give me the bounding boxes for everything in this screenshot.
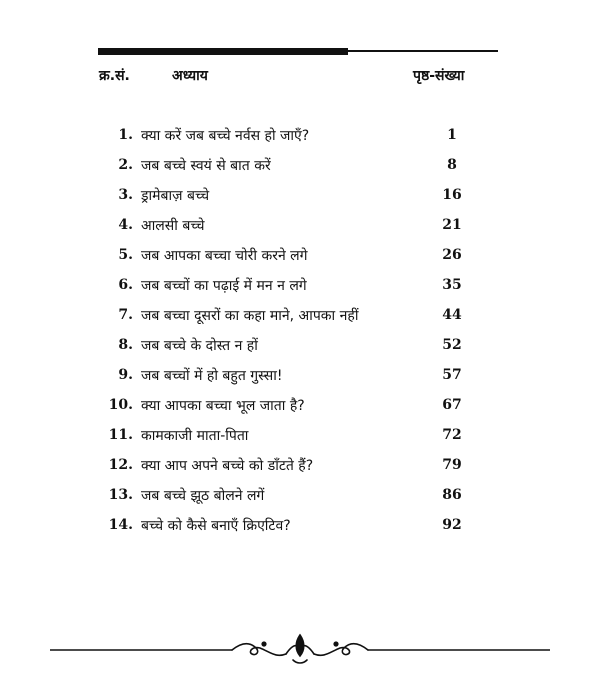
flourish-ornament-icon [50,630,550,670]
toc-row[interactable] [0,481,600,511]
chapter-header: अध्याय [172,68,208,84]
header-rule-thin [348,50,498,52]
chapter-title: जब बच्चा दूसरों का कहा माने, आपका नहीं [141,308,359,324]
toc-row[interactable] [0,361,600,391]
chapter-page: 79 [442,457,462,473]
chapter-page: 44 [442,307,462,323]
chapter-title: जब बच्चे स्वयं से बात करें [141,158,271,174]
chapter-title: बच्चे को कैसे बनाएँ क्रिएटिव? [141,518,291,534]
chapter-number: 7. [118,307,133,323]
toc-row[interactable] [0,211,600,241]
chapter-number: 1. [118,127,133,143]
toc-row[interactable] [0,301,600,331]
chapter-title: ड्रामेबाज़ बच्चे [141,188,210,204]
chapter-number: 13. [108,487,133,503]
chapter-title: क्या करें जब बच्चे नर्वस हो जाएँ? [141,128,310,144]
toc-row[interactable] [0,151,600,181]
chapter-title: आलसी बच्चे [141,218,205,234]
chapter-page: 35 [442,277,462,293]
chapter-number: 8. [118,337,133,353]
toc-row[interactable] [0,391,600,421]
serial-number-header: क्र.सं. [99,68,130,84]
chapter-page: 67 [442,397,462,413]
chapter-title: क्या आपका बच्चा भूल जाता है? [141,398,305,414]
toc-row[interactable] [0,241,600,271]
toc-row[interactable] [0,181,600,211]
chapter-title: जब बच्चों का पढ़ाई में मन न लगे [141,278,307,294]
page-number-header: पृष्ठ-संख्या [413,68,465,84]
chapter-number: 4. [118,217,133,233]
chapter-page: 52 [442,337,462,353]
chapter-page: 1 [447,127,457,143]
toc-row[interactable] [0,421,600,451]
chapter-title: जब बच्चों में हो बहुत गुस्सा! [141,368,283,384]
chapter-title: कामकाजी माता-पिता [141,428,249,444]
chapter-title: जब आपका बच्चा चोरी करने लगे [141,248,308,264]
chapter-number: 11. [108,427,133,443]
chapter-number: 3. [118,187,133,203]
chapter-title: क्या आप अपने बच्चे को डाँटते हैं? [141,458,314,474]
toc-row[interactable] [0,121,600,151]
chapter-number: 5. [118,247,133,263]
chapter-title: जब बच्चे के दोस्त न हों [141,338,258,354]
chapter-number: 2. [118,157,133,173]
chapter-page: 21 [442,217,462,233]
chapter-number: 6. [118,277,133,293]
chapter-number: 14. [108,517,133,533]
toc-row[interactable] [0,271,600,301]
toc-row[interactable] [0,331,600,361]
toc-row[interactable] [0,511,600,541]
chapter-page: 8 [447,157,457,173]
toc-row[interactable] [0,451,600,481]
header-rule-thick [98,48,348,55]
chapter-page: 26 [442,247,462,263]
table-of-contents [0,121,600,541]
chapter-title: जब बच्चे झूठ बोलने लगें [141,488,265,504]
chapter-number: 12. [108,457,133,473]
chapter-page: 72 [442,427,462,443]
chapter-number: 10. [108,397,133,413]
chapter-page: 86 [442,487,462,503]
chapter-page: 16 [442,187,462,203]
chapter-number: 9. [118,367,133,383]
chapter-page: 57 [442,367,462,383]
chapter-page: 92 [442,517,462,533]
